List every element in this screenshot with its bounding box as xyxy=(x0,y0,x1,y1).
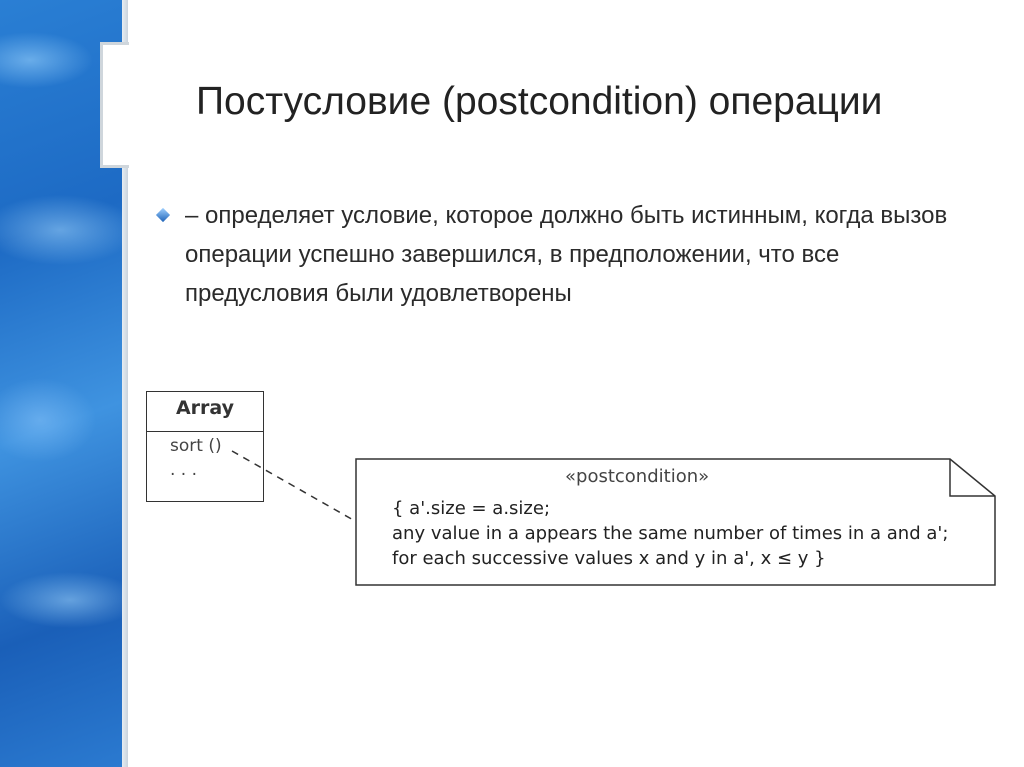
uml-operation: . . . xyxy=(170,460,198,480)
constraint-line: any value in a appears the same number of times in a and a'; xyxy=(392,523,949,544)
note-constraint xyxy=(392,496,948,571)
uml-class-name: Array xyxy=(147,392,263,432)
uml-operation: sort () xyxy=(170,436,222,456)
bullet-text: – определяет условие, которое должно быть истинным, когда вызов операции успешно завершился, в предположении, что все предусловия были удовлетворены xyxy=(185,202,948,307)
uml-note xyxy=(355,458,996,586)
slide-title: Постусловие (postcondition) операции xyxy=(196,80,883,123)
constraint-line: { a'.size = a.size; xyxy=(392,498,551,519)
note-stereotype: «postcondition» xyxy=(565,466,710,487)
constraint-line: for each successive values x and y in a', x ≤ y } xyxy=(392,548,826,569)
